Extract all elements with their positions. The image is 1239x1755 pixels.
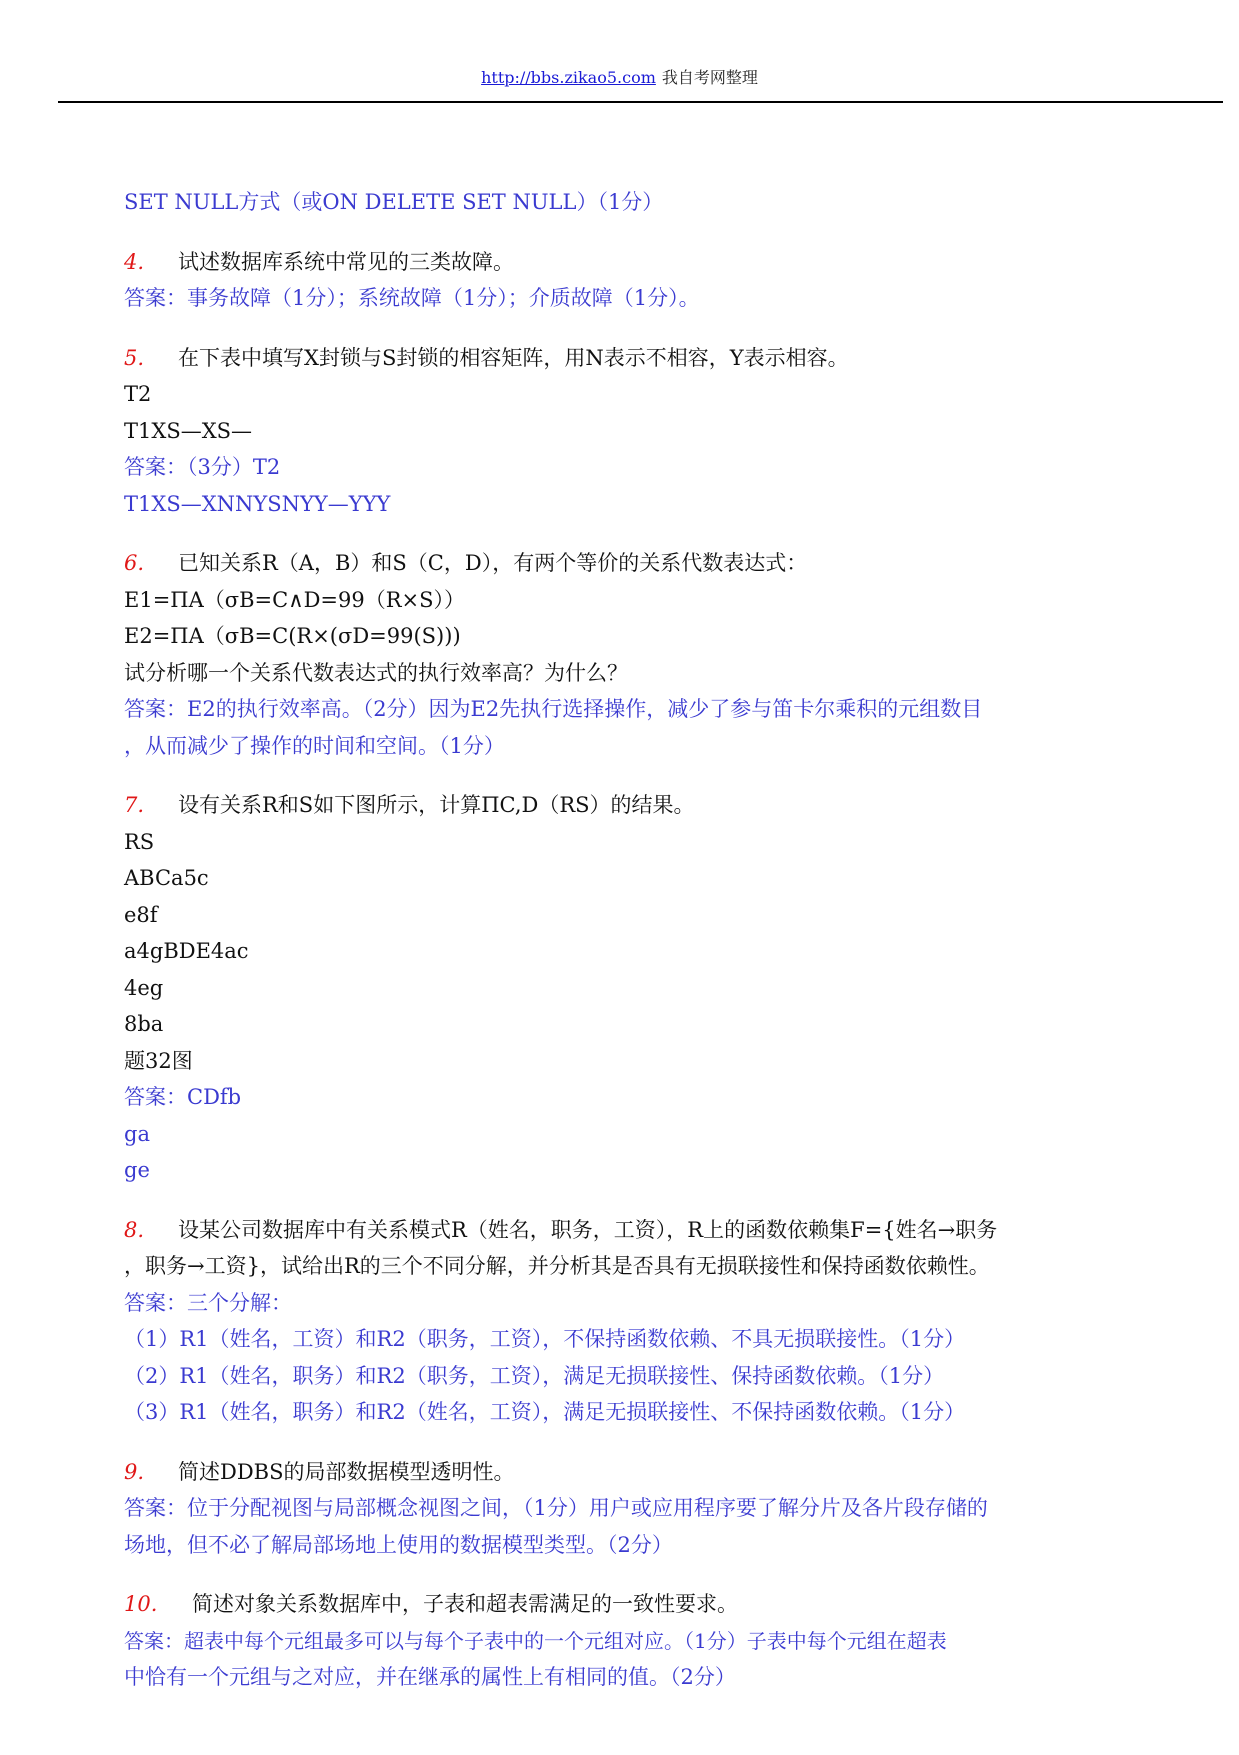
answer-10-cont: 中恰有一个元组与之对应，并在继承的属性上有相同的值。（2分） bbox=[124, 1665, 736, 1689]
question-number: 8. bbox=[124, 1217, 145, 1242]
question-number: 9. bbox=[124, 1459, 145, 1484]
question-7 bbox=[124, 787, 1184, 824]
question-number: 4. bbox=[124, 249, 145, 274]
question-text: 试述数据库系统中常见的三类故障。 bbox=[178, 249, 514, 274]
question-number: 7. bbox=[124, 793, 145, 817]
answer-7-row: ga bbox=[124, 1121, 150, 1146]
q5-table-line: T2 bbox=[124, 382, 152, 406]
question-8-cont: ，职务→工资}，试给出R的三个不同分解，并分析其是否具有无损联接性和保持函数依赖性。 bbox=[124, 1254, 990, 1278]
answer-7: 答案：CDfb bbox=[124, 1085, 242, 1109]
question-text: 设有关系R和S如下图所示，计算ΠC,D（RS）的结果。 bbox=[178, 793, 695, 817]
question-10 bbox=[124, 1586, 1184, 1623]
q5-table-line: T1XS—XS— bbox=[124, 418, 253, 443]
header-text: 我自考网整理 bbox=[661, 68, 758, 87]
answer-6: 答案：E2的执行效率高。（2分）因为E2先执行选择操作，减少了参与笛卡尔乘积的元组数目 bbox=[124, 697, 983, 721]
answer-5: 答案：（3分）T2 bbox=[124, 455, 281, 479]
answer-9-cont: 场地，但不必了解局部场地上使用的数据模型类型。（2分） bbox=[124, 1532, 673, 1557]
q7-figure-line: ABCa5c bbox=[124, 866, 209, 890]
answer-5-matrix: T1XS—XNNYSNYY—YYY bbox=[124, 491, 391, 516]
answer-line: SET NULL方式（或ON DELETE SET NULL）（1分） bbox=[124, 190, 664, 214]
q7-figure-line: e8f bbox=[124, 902, 158, 927]
question-number: 5. bbox=[124, 345, 145, 370]
question-9 bbox=[124, 1454, 1184, 1491]
question-4 bbox=[124, 244, 1184, 281]
q7-figure-line: 4eg bbox=[124, 975, 164, 1000]
answer-7-row: ge bbox=[124, 1158, 150, 1182]
answer-8-item: （3）R1（姓名，职务）和R2（姓名，工资），满足无损联接性、不保持函数依赖。（1分） bbox=[124, 1400, 966, 1424]
expression-e1: E1=ΠA（σB=C∧D=99（R×S）） bbox=[124, 587, 466, 612]
answer-8: 答案：三个分解： bbox=[124, 1290, 292, 1315]
header-link[interactable]: http://bbs.zikao5.com bbox=[481, 68, 656, 87]
question-8 bbox=[124, 1212, 1184, 1249]
answer-8-item: （2）R1（姓名，职务）和R2（职务，工资），满足无损联接性、保持函数依赖。（1分） bbox=[124, 1363, 945, 1388]
question-number: 10. bbox=[124, 1592, 158, 1616]
q7-figure-line: a4gBDE4ac bbox=[124, 939, 249, 963]
document-body bbox=[124, 184, 1184, 1696]
q7-figure-line: RS bbox=[124, 829, 155, 854]
question-text: 设某公司数据库中有关系模式R（姓名，职务，工资），R上的函数依赖集F={姓名→职务 bbox=[178, 1217, 998, 1242]
answer-9: 答案：位于分配视图与局部概念视图之间，（1分）用户或应用程序要了解分片及各片段存储的 bbox=[124, 1496, 988, 1520]
q7-figure-line: 8ba bbox=[124, 1012, 164, 1036]
expression-e2: E2=ΠA（σB=C(R×(σD=99(S))) bbox=[124, 624, 461, 648]
question-6-ask: 试分析哪一个关系代数表达式的执行效率高？为什么？ bbox=[124, 660, 628, 685]
answer-8-item: （1）R1（姓名，工资）和R2（职务，工资），不保持函数依赖、不具无损联接性。（1分） bbox=[124, 1327, 966, 1351]
question-text: 已知关系R（A，B）和S（C，D），有两个等价的关系代数表达式： bbox=[178, 551, 808, 575]
page-header bbox=[0, 68, 1239, 88]
answer-4: 答案：事务故障（1分）；系统故障（1分）；介质故障（1分）。 bbox=[124, 286, 700, 310]
question-text: 简述对象关系数据库中，子表和超表需满足的一致性要求。 bbox=[192, 1592, 738, 1616]
question-text: 简述DDBS的局部数据模型透明性。 bbox=[178, 1459, 515, 1484]
question-6 bbox=[124, 545, 1184, 582]
answer-10: 答案：超表中每个元组最多可以与每个子表中的一个元组对应。（1分）子表中每个元组在超表 bbox=[124, 1628, 947, 1653]
question-number: 6. bbox=[124, 551, 145, 575]
answer-6-cont: ，从而减少了操作的时间和空间。（1分） bbox=[124, 733, 505, 758]
question-5 bbox=[124, 340, 1184, 377]
q7-figure-caption: 题32图 bbox=[124, 1048, 193, 1073]
question-text: 在下表中填写X封锁与S封锁的相容矩阵，用N表示不相容，Y表示相容。 bbox=[178, 345, 849, 370]
header-rule bbox=[58, 101, 1223, 103]
